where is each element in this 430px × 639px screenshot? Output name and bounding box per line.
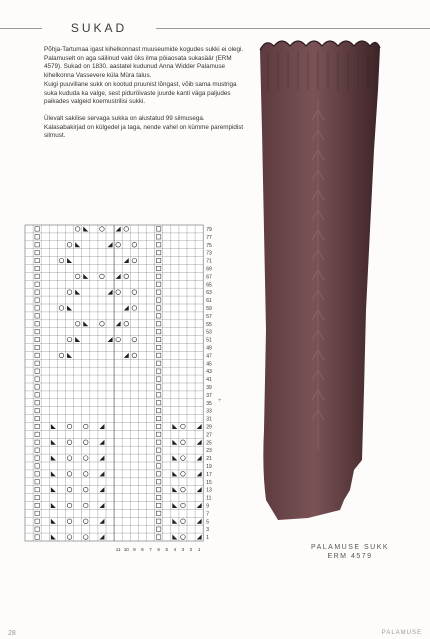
chart-row-number: 71 bbox=[206, 258, 212, 265]
chart-row-number: 61 bbox=[206, 298, 212, 305]
chart-row-number: 7 bbox=[206, 511, 209, 518]
chart-row-number: 63 bbox=[206, 290, 212, 297]
chart-row-number: 5 bbox=[206, 519, 209, 526]
chart-row-number: 53 bbox=[206, 329, 212, 336]
chart-row-number: 45 bbox=[206, 361, 212, 368]
chart-row-number: 21 bbox=[206, 456, 212, 463]
chart-row-number: 19 bbox=[206, 464, 212, 470]
paragraph-color: Kuigi puuvillane sukk on kootud pruunist lõngast, võib sama mustriga suka kududa ka valge, sest piduröivaste juurde kanti väga paljudes paikades valgeid koemustrilisi sukki. bbox=[44, 80, 237, 106]
caption-title: PALAMUSE SUKK bbox=[310, 544, 390, 551]
chart-row-number: 59 bbox=[206, 306, 212, 312]
chart-row-number: 39 bbox=[206, 385, 212, 391]
paragraph-pattern: Kalasabakirjad on külgedel ja taga, nende vahel on kümme parempidist silmust. bbox=[44, 123, 244, 140]
paragraph-intro: Põhja-Tartumaa igast kihelkonnast muuseumide kogudes sukki ei olegi. Palamuselt on aga säilinud vaid üks ilma pöiaosata sukasäär (ERM 4579). Sukad on 1830. aastatel kudunud Anna Widder Palamuse kihelkonna Vassevere küla Müra talus. bbox=[44, 46, 244, 80]
knitting-chart bbox=[20, 220, 220, 560]
chart-row-number: 49 bbox=[206, 345, 212, 352]
chart-row-number: 35 bbox=[206, 400, 212, 407]
chart-row-number: 73 bbox=[206, 250, 212, 257]
chart-column-number: 6 bbox=[157, 547, 160, 552]
chart-row-number: 17 bbox=[206, 471, 212, 478]
chart-row-number: 57 bbox=[206, 313, 212, 320]
chart-row-number: 77 bbox=[206, 234, 212, 241]
chart-row-number: 25 bbox=[206, 440, 212, 447]
chart-column-number: 11 bbox=[115, 547, 121, 552]
chart-row-number: 13 bbox=[206, 487, 212, 494]
chart-row-number: 43 bbox=[206, 369, 212, 376]
chart-column-number: 1 bbox=[197, 547, 201, 552]
chart-row-number: 3 bbox=[206, 527, 209, 534]
paragraph-cast-on: Ülevalt sakilise servaga sukka on alustatud 99 silmusega. bbox=[44, 114, 205, 122]
chart-column-number: 10 bbox=[123, 547, 129, 552]
chart-column-number: 8 bbox=[141, 547, 144, 552]
chart-column-number: 7 bbox=[149, 547, 152, 552]
body-text bbox=[44, 46, 246, 141]
chart-row-number: 47 bbox=[206, 353, 212, 360]
chart-column-number: 3 bbox=[181, 547, 185, 552]
chart-row-number: 31 bbox=[206, 416, 212, 423]
chart-column-number: 2 bbox=[189, 547, 193, 552]
stocking-photo bbox=[258, 30, 416, 550]
side-mark: + bbox=[218, 398, 222, 404]
chart-row-number: 9 bbox=[206, 503, 209, 510]
chart-row-number: 11 bbox=[206, 495, 212, 502]
knitting-chart-svg bbox=[20, 220, 220, 560]
chart-row-number: 33 bbox=[206, 408, 212, 415]
caption-id: ERM 4579 bbox=[327, 553, 373, 560]
chart-row-number: 67 bbox=[206, 274, 212, 281]
chart-row-number: 65 bbox=[206, 282, 212, 289]
chart-row-number: 41 bbox=[206, 377, 212, 384]
chart-row-number: 27 bbox=[206, 432, 212, 439]
chart-column-number: 5 bbox=[165, 547, 169, 552]
stocking-illustration bbox=[258, 30, 416, 550]
section-title: SUKAD bbox=[70, 21, 128, 35]
chart-row-number: 23 bbox=[206, 448, 212, 455]
header-rule-left bbox=[0, 28, 42, 29]
chart-row-number: 79 bbox=[206, 227, 212, 233]
running-footer: PALAMUSE bbox=[381, 630, 422, 636]
chart-row-number: 15 bbox=[206, 479, 212, 486]
chart-row-number: 37 bbox=[206, 392, 212, 399]
photo-caption bbox=[280, 543, 420, 561]
chart-row-number: 51 bbox=[206, 337, 212, 344]
chart-row-number: 1 bbox=[206, 535, 209, 542]
chart-column-number: 4 bbox=[173, 547, 177, 552]
chart-row-number: 55 bbox=[206, 321, 212, 328]
chart-column-number: 9 bbox=[133, 547, 136, 552]
page-number: 28 bbox=[8, 630, 16, 637]
chart-row-number: 75 bbox=[206, 242, 212, 249]
chart-row-number: 29 bbox=[206, 424, 212, 431]
header-rule-right bbox=[156, 28, 430, 29]
chart-row-number: 69 bbox=[206, 266, 212, 273]
